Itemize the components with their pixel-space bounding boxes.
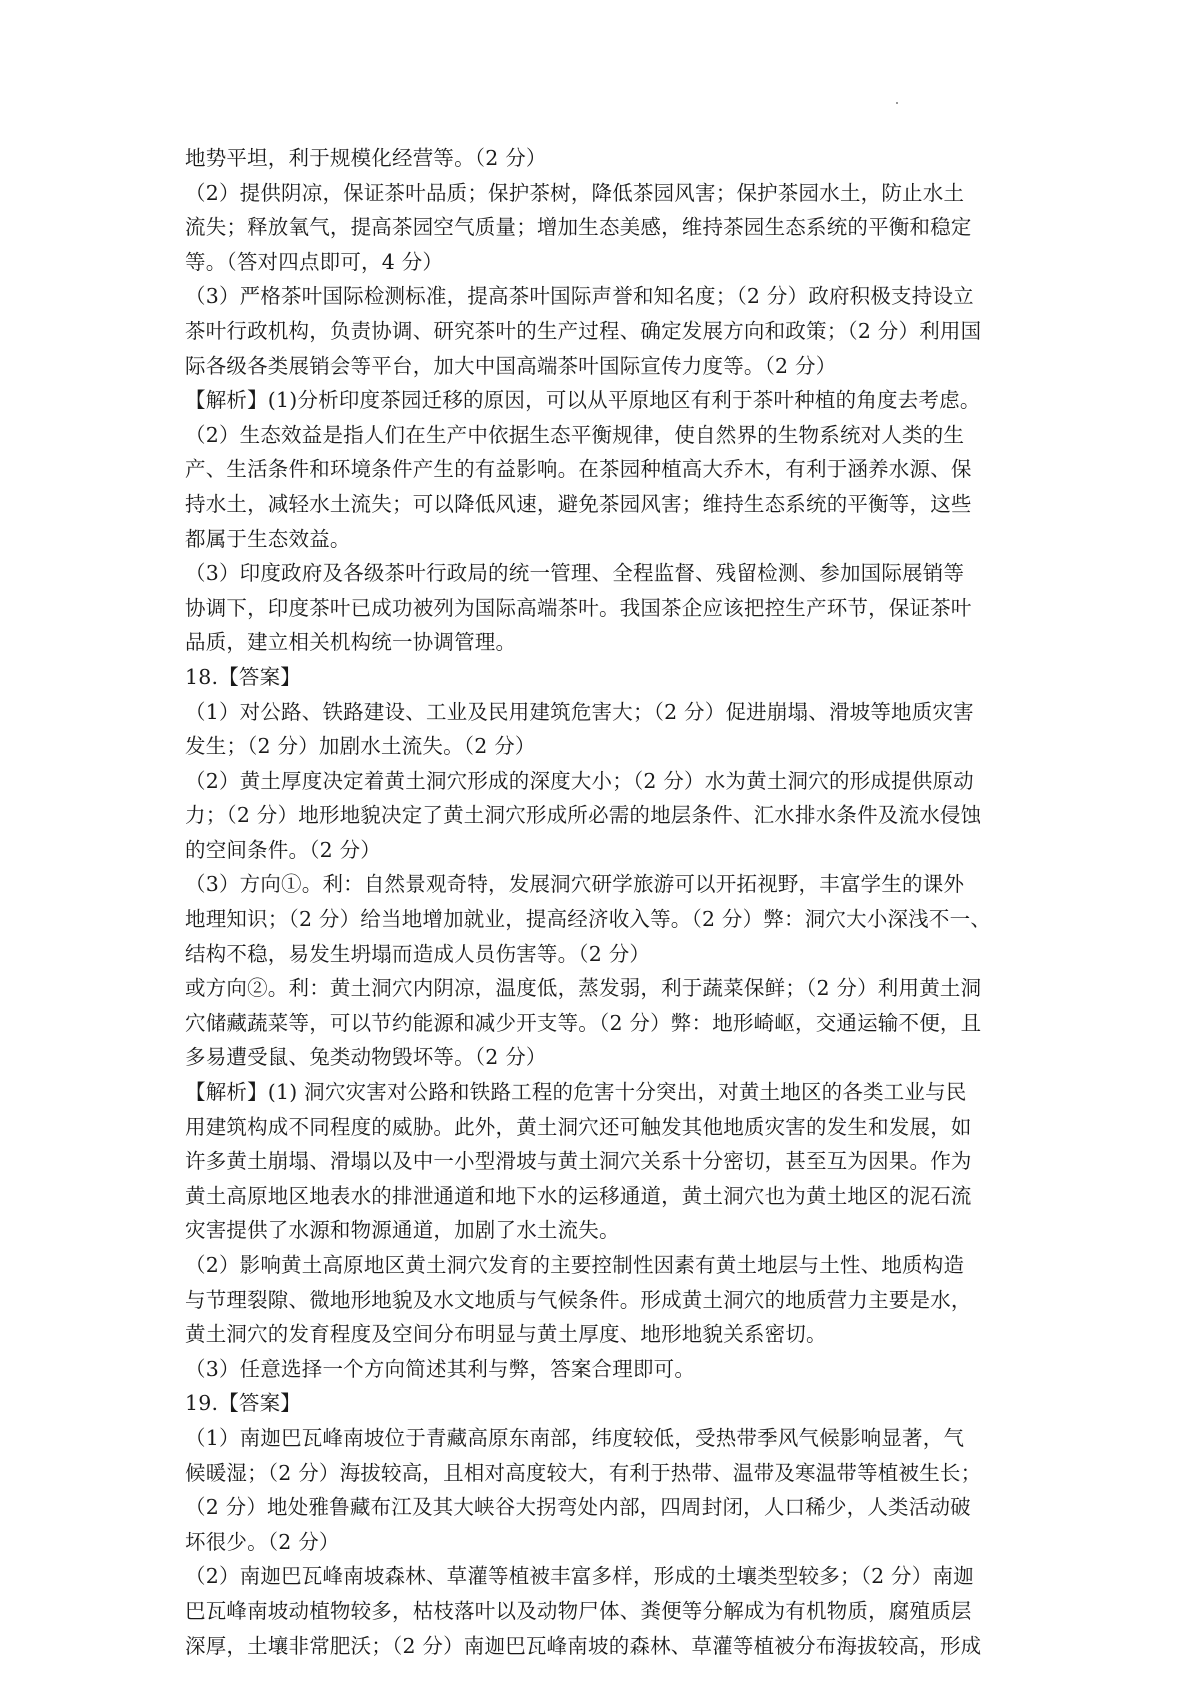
text-line: 力；（2 分）地形地貌决定了黄土洞穴形成所必需的地层条件、汇水排水条件及流水侵蚀 (185, 803, 982, 828)
text-line: （2）生态效益是指人们在生产中依据生态平衡规律，使自然界的生物系统对人类的生 (185, 422, 965, 447)
text-line: 候暖湿；（2 分）海拔较高，且相对高度较大，有利于热带、温带及寒温带等植被生长； (185, 1460, 982, 1485)
text-line: 【解析】(1)分析印度茶园迁移的原因，可以从平原地区有利于茶叶种植的角度去考虑。 (185, 388, 981, 413)
text-line: 地理知识；（2 分）给当地增加就业，提高经济收入等。（2 分）弊：洞穴大小深浅不一、 (185, 907, 992, 932)
text-line: （2）影响黄土高原地区黄土洞穴发育的主要控制性因素有黄土地层与土性、地质构造 (185, 1253, 965, 1277)
text-line: 灾害提供了水源和物源通道，加剧了水土流失。 (185, 1218, 620, 1243)
scan-speck (896, 102, 898, 104)
text-line: 流失；释放氧气，提高茶园空气质量；增加生态美感，维持茶园生态系统的平衡和稳定 (185, 215, 972, 240)
text-line: （1）对公路、铁路建设、工业及民用建筑危害大；（2 分）促进崩塌、滑坡等地质灾害 (185, 699, 974, 724)
text-line: 品质，建立相关机构统一协调管理。 (185, 630, 517, 655)
text-line: 坏很少。（2 分） (185, 1529, 340, 1554)
text-line: 等。（答对四点即可，4 分） (185, 249, 444, 274)
text-line: 深厚，土壤非常肥沃；（2 分）南迦巴瓦峰南坡的森林、草灌等植被分布海拔较高，形成 (185, 1633, 982, 1658)
text-line: 茶叶行政机构，负责协调、研究茶叶的生产过程、确定发展方向和政策；（2 分）利用国 (185, 318, 982, 343)
text-line: （2 分）地处雅鲁藏布江及其大峡谷大拐弯处内部，四周封闭，人口稀少，人类活动破 (185, 1495, 971, 1520)
text-line: （3）任意选择一个方向简述其利与弊，答案合理即可。 (185, 1356, 696, 1381)
text-line: 【解析】(1) 洞穴灾害对公路和铁路工程的危害十分突出，对黄土地区的各类工业与民 (185, 1080, 967, 1105)
text-line: 18.【答案】 (185, 664, 302, 689)
text-line: 发生；（2 分）加剧水土流失。（2 分） (185, 734, 536, 759)
text-line: 穴储藏蔬菜等，可以节约能源和减少开支等。（2 分）弊：地形崎岖，交通运输不便，且 (185, 1010, 982, 1035)
text-line: 与节理裂隙、微地形地貌及水文地质与气候条件。形成黄土洞穴的地质营力主要是水， (185, 1287, 972, 1312)
text-line: 多易遭受鼠、兔类动物毁坏等。（2 分） (185, 1045, 547, 1070)
text-line: 协调下，印度茶叶已成功被列为国际高端茶叶。我国茶企应该把控生产环节，保证茶叶 (185, 595, 972, 620)
text-line: （3）严格茶叶国际检测标准，提高茶叶国际声誉和知名度；（2 分）政府积极支持设立 (185, 284, 974, 309)
text-line: 的空间条件。（2 分） (185, 837, 382, 862)
text-line: （3）方向①。利：自然景观奇特，发展洞穴研学旅游可以开拓视野，丰富学生的课外 (185, 872, 965, 897)
text-line: 黄土高原地区地表水的排泄通道和地下水的运移通道，黄土洞穴也为黄土地区的泥石流 (185, 1183, 972, 1208)
text-line: 用建筑构成不同程度的威胁。此外，黄土洞穴还可触发其他地质灾害的发生和发展，如 (185, 1114, 972, 1139)
text-line: 结构不稳，易发生坍塌而造成人员伤害等。（2 分） (185, 941, 651, 966)
text-line: 产、生活条件和环境条件产生的有益影响。在茶园种植高大乔木，有利于涵养水源、保 (185, 457, 972, 482)
text-line: （2）黄土厚度决定着黄土洞穴形成的深度大小；（2 分）水为黄土洞穴的形成提供原动 (185, 768, 974, 793)
text-line: （2）提供阴凉，保证茶叶品质；保护茶树，降低茶园风害；保护茶园水土，防止水土 (185, 180, 965, 205)
text-line: 都属于生态效益。 (185, 526, 351, 551)
text-line: 际各级各类展销会等平台，加大中国高端茶叶国际宣传力度等。（2 分） (185, 353, 837, 378)
text-line: 许多黄土崩塌、滑塌以及中一小型滑坡与黄土洞穴关系十分密切，甚至互为因果。作为 (185, 1149, 972, 1174)
text-line: （3）印度政府及各级茶叶行政局的统一管理、全程监督、残留检测、参加国际展销等 (185, 561, 965, 586)
text-line: 地势平坦，利于规模化经营等。（2 分） (185, 146, 547, 170)
text-line: 或方向②。利：黄土洞穴内阴凉，温度低，蒸发弱，利于蔬菜保鲜；（2 分）利用黄土洞 (185, 976, 982, 1001)
text-line: 19.【答案】 (185, 1391, 302, 1416)
text-line: （1）南迦巴瓦峰南坡位于青藏高原东南部，纬度较低，受热带季风气候影响显著，气 (185, 1425, 965, 1450)
text-line: 巴瓦峰南坡动植物较多，枯枝落叶以及动物尸体、粪便等分解成为有机物质，腐殖质层 (185, 1598, 972, 1623)
text-line: 持水土，减轻水土流失；可以降低风速，避免茶园风害；维持生态系统的平衡等，这些 (185, 491, 972, 516)
text-line: （2）南迦巴瓦峰南坡森林、草灌等植被丰富多样，形成的土壤类型较多；（2 分）南迦 (185, 1564, 974, 1589)
answer-text-body (185, 141, 1025, 1663)
text-line: 黄土洞穴的发育程度及空间分布明显与黄土厚度、地形地貌关系密切。 (185, 1322, 827, 1347)
